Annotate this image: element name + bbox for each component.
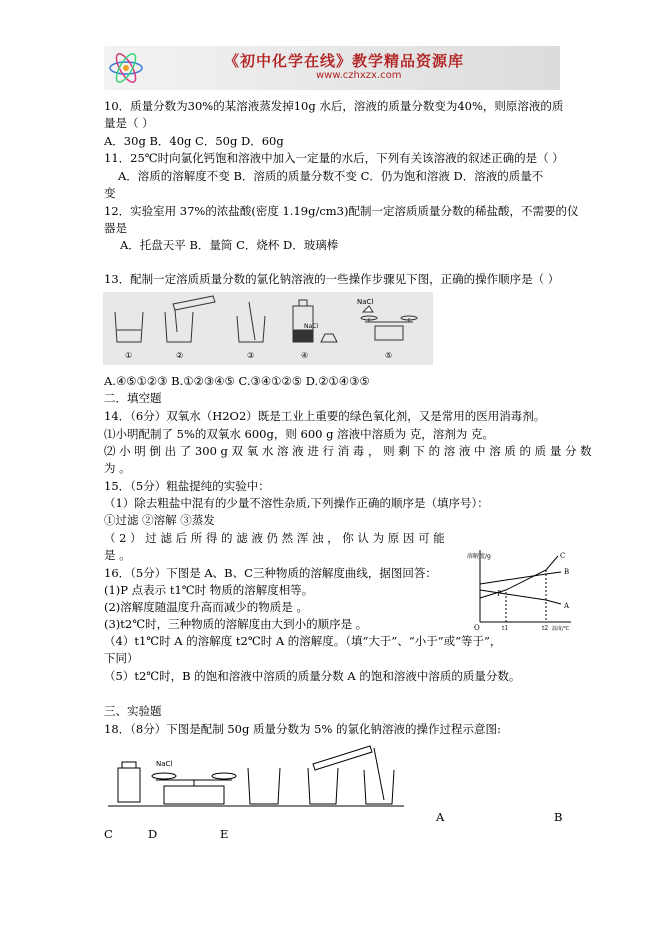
- nacl-label: NaCl: [357, 298, 374, 306]
- fig13-label-2: ②: [176, 351, 184, 360]
- q15-part1: （1）除去粗盐中混有的少量不溶性杂质,下列操作正确的顺序是（填序号）：: [104, 496, 489, 510]
- q16-part2: (2)溶解度随温度升高而减少的物质是 。: [104, 600, 308, 614]
- q12-line1: 12．实验室用 37%的浓盐酸(密度 1.19g/cm3)配制一定溶质质量分数的稀盐酸，不需要的仪: [104, 204, 579, 218]
- fig18-label-D: D: [148, 827, 158, 841]
- q14-line: 14．（6分）双氧水（H2O2）既是工业上重要的绿色氧化剂，又是常用的医用消毒剂。: [104, 409, 546, 423]
- q15-line: 15．（5分）粗盐提纯的实验中：: [104, 479, 270, 493]
- section-2-heading: 二．填空题: [104, 391, 162, 405]
- banner-url: www.czhxzx.com: [316, 70, 402, 81]
- fig13-label-4: ④: [301, 351, 309, 360]
- graph-ylabel: 溶解度/g: [467, 553, 491, 560]
- q12-options: A．托盘天平 B．量筒 C．烧杯 D．玻璃棒: [120, 238, 339, 252]
- graph-xlabel: 温度/℃: [552, 626, 570, 632]
- graph-label-A: A: [564, 602, 570, 610]
- fig18-label-A: A: [436, 810, 445, 824]
- graph-t2: t2: [542, 625, 549, 632]
- fig13-label-5: ⑤: [385, 351, 393, 360]
- q16-part4-line2: 下同）: [104, 651, 139, 665]
- q14-part2-line2: 为 。: [104, 461, 131, 475]
- fig18-label-E: E: [220, 827, 229, 841]
- fig18-label-B: B: [554, 810, 563, 824]
- fig13-label-1: ①: [125, 351, 133, 360]
- q13-figure-drawing: [103, 292, 433, 365]
- fig13-label-3: ③: [247, 351, 255, 360]
- q18-line: 18．（8分）下图是配制 50g 质量分数为 5% 的氯化钠溶液的操作过程示意图:: [104, 722, 501, 736]
- solubility-graph: [466, 546, 576, 632]
- q16-part1: (1)P 点表示 t1℃时 物质的溶解度相等。: [104, 583, 314, 597]
- graph-label-B: B: [564, 568, 570, 576]
- q11-line2: 变: [104, 186, 116, 200]
- graph-label-C: C: [560, 552, 566, 560]
- q15-part2-line2: 是 。: [104, 548, 131, 562]
- q18-figure: [108, 742, 404, 808]
- q10-line1: 10．质量分数为30%的某溶液蒸发掉10g 水后，溶液的质量分数变为40%，则原溶液的质: [104, 99, 564, 113]
- q16-part4: （4）t1℃时 A 的溶解度 t2℃时 A 的溶解度。（填“大于”、“小于”或“等于”，: [104, 634, 502, 648]
- q13-options: A.④⑤①②③ B.①②③④⑤ C.③④①②⑤ D.②①④③⑤: [104, 374, 370, 388]
- q15-part2-line1: （ 2 ） 过 滤 后 所 得 的 滤 液 仍 然 浑 浊 ， 你 认 为 原 因 可 能: [104, 531, 445, 545]
- q11-line: 11．25℃时向氯化钙饱和溶液中加入一定量的水后，下列有关该溶液的叙述正确的是（ ）: [104, 151, 564, 165]
- fig18-label-C: C: [104, 827, 113, 841]
- q10-line2: 量是（ ）: [104, 116, 154, 130]
- q18-figure-drawing: [108, 742, 404, 808]
- q12-line2: 器是: [104, 221, 127, 235]
- solubility-graph-drawing: [466, 546, 576, 632]
- q10-options: A．30g B．40g C．50g D．60g: [104, 134, 284, 148]
- q14-part1: ⑴小明配制了 5%的双氧水 600g，则 600 g 溶液中溶质为 克，溶剂为 克。: [104, 427, 494, 441]
- graph-t1: t1: [502, 625, 509, 632]
- nacl-bottle-label: NaCl: [304, 323, 319, 330]
- q16-part5: （5）t2℃时，B 的饱和溶液中溶质的质量分数 A 的饱和溶液中溶质的质量分数。: [104, 669, 521, 683]
- section-3-heading: 三、实验题: [104, 704, 162, 718]
- q16-line: 16．（5分）下图是 A、B、C三种物质的溶解度曲线，据图回答：: [104, 566, 437, 580]
- q13-line: 13．配制一定溶质质量分数的氯化钠溶液的一些操作步骤见下图，正确的操作顺序是（ ）: [104, 272, 560, 286]
- graph-label-P: P: [497, 590, 502, 598]
- banner-title: 《初中化学在线》教学精品资源库: [224, 52, 465, 70]
- q13-figure: [103, 292, 433, 365]
- fig18-nacl-label: NaCl: [156, 760, 173, 768]
- curve-A: [480, 590, 561, 604]
- header-banner: [104, 46, 560, 90]
- q14-part2-line1: ⑵ 小 明 倒 出 了 300 g 双 氧 水 溶 液 进 行 消 毒 ， 则 剩 下 的 溶 液 中 溶 质 的 质 量 分 数: [104, 444, 592, 458]
- q11-options: A．溶质的溶解度不变 B．溶质的质量分数不变 C．仍为饱和溶液 D．溶液的质量不: [118, 169, 544, 183]
- graph-origin: O: [474, 624, 480, 632]
- q15-ops: ①过滤 ②溶解 ③蒸发: [104, 513, 215, 527]
- q16-part3: (3)t2℃时，三种物质的溶解度由大到小的顺序是 。: [104, 617, 368, 631]
